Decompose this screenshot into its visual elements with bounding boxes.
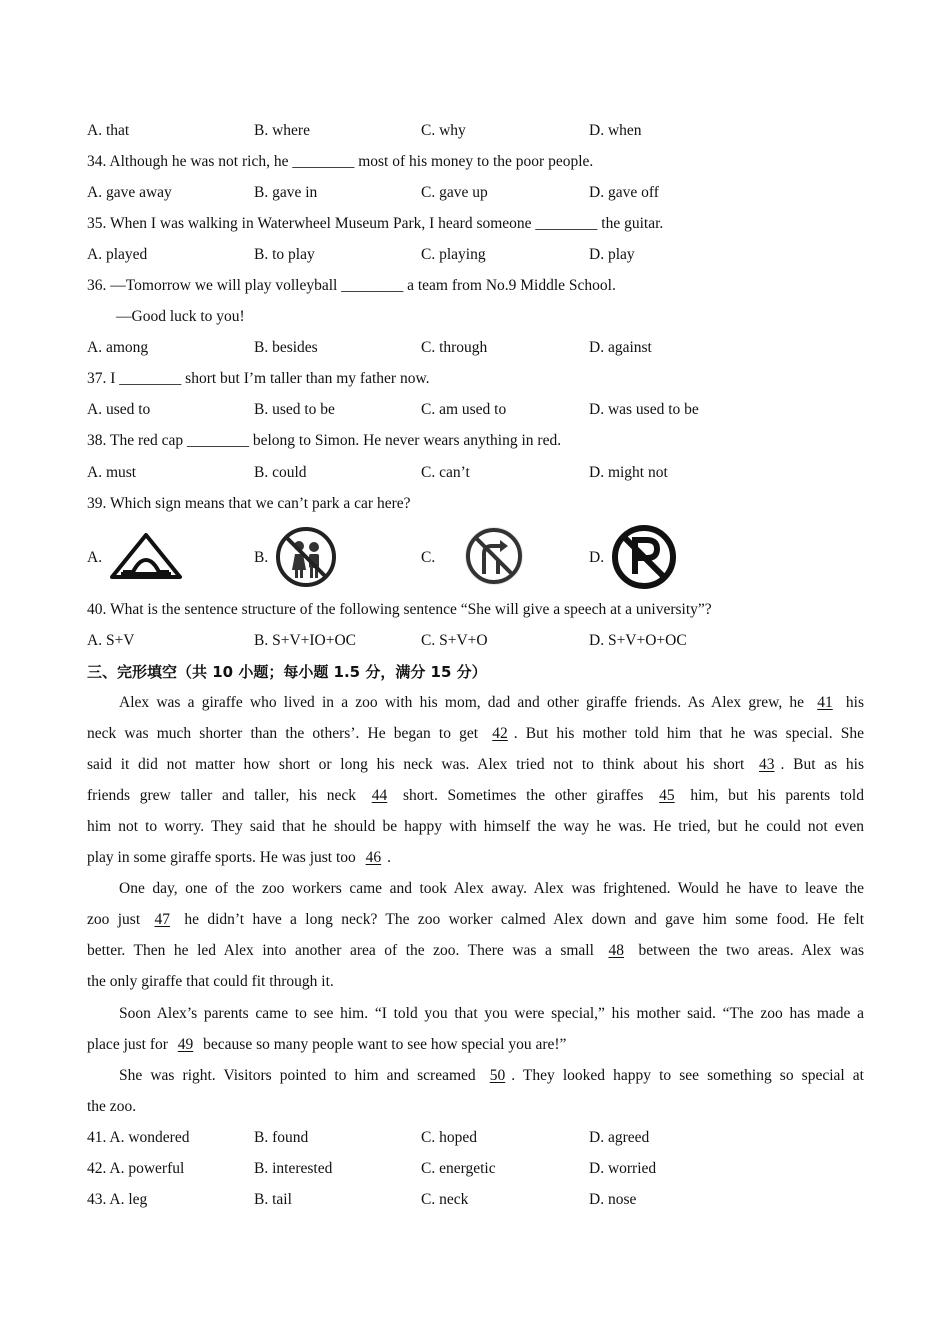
option-a: A. used to bbox=[87, 401, 151, 418]
option-a: A. played bbox=[87, 246, 148, 263]
q37-options bbox=[87, 400, 864, 420]
passage-line: Alex was a giraffe who lived in a zoo with his mom, dad and other giraffe friends. As Alex grew, he 41 his bbox=[119, 694, 865, 711]
no-parking-sign-icon bbox=[611, 524, 677, 590]
option-d: D. bbox=[589, 549, 605, 566]
q36-reply: —Good luck to you! bbox=[116, 308, 245, 325]
q40-options bbox=[87, 631, 864, 651]
blank-50: 50 bbox=[489, 1067, 506, 1084]
q38-options bbox=[87, 463, 864, 483]
q34-options bbox=[87, 183, 864, 203]
option-a: A. that bbox=[87, 122, 130, 139]
option-a: A. gave away bbox=[87, 184, 172, 201]
option-c: C. through bbox=[421, 339, 488, 356]
section-heading: 三、完形填空（共 10 小题；每小题 1.5 分，满分 15 分） bbox=[87, 663, 487, 681]
q34-stem: 34. Although he was not rich, he ________ most of his money to the poor people. bbox=[87, 153, 594, 170]
option-b: B. tail bbox=[254, 1191, 292, 1208]
option-d: D. play bbox=[589, 246, 635, 263]
option-c: C. can’t bbox=[421, 464, 470, 481]
blank-45: 45 bbox=[659, 787, 675, 804]
option-b: B. used to be bbox=[254, 401, 335, 418]
option-d: D. gave off bbox=[589, 184, 659, 201]
option-d: D. might not bbox=[589, 464, 668, 481]
passage-line: One day, one of the zoo workers came and took Alex away. Alex was frightened. Would he have to leave the bbox=[119, 880, 864, 897]
option-d: D. when bbox=[589, 122, 642, 139]
blank-47: 47 bbox=[154, 911, 170, 928]
option-c: C. why bbox=[421, 122, 466, 139]
q37-stem: 37. I ________ short but I’m taller than my father now. bbox=[87, 370, 430, 387]
passage-line: zoo just 47 he didn’t have a long neck? The zoo worker calmed Alex down and gave him some food. He felt bbox=[87, 911, 865, 928]
q41-options bbox=[87, 1128, 864, 1148]
passage-line: said it did not matter how short or long his neck was. Alex tried not to think about his short 43 . But as his bbox=[87, 756, 865, 773]
option-b: B. besides bbox=[254, 339, 318, 356]
q40-stem: 40. What is the sentence structure of the following sentence “She will give a speech at a university”? bbox=[87, 601, 712, 618]
option-c: C. playing bbox=[421, 246, 486, 263]
option-c: C. bbox=[421, 549, 436, 566]
option-b: B. found bbox=[254, 1129, 309, 1146]
q35-options bbox=[87, 245, 864, 265]
blank-41: 41 bbox=[817, 694, 833, 711]
q43-options bbox=[87, 1190, 864, 1210]
option-d: D. S+V+O+OC bbox=[589, 632, 687, 649]
option-c: C. energetic bbox=[421, 1160, 496, 1177]
option-b: B. gave in bbox=[254, 184, 318, 201]
bump-warning-sign-icon bbox=[109, 532, 183, 580]
passage-line: She was right. Visitors pointed to him and screamed 50 . They looked happy to see something so special at bbox=[119, 1067, 864, 1084]
q39-stem: 39. Which sign means that we can’t park a car here? bbox=[87, 495, 411, 512]
passage-line: place just for 49 because so many people want to see how special you are!” bbox=[87, 1036, 567, 1053]
option-b: B. where bbox=[254, 122, 310, 139]
option-c: C. am used to bbox=[421, 401, 507, 418]
option-c: C. gave up bbox=[421, 184, 488, 201]
option-a: 41. A. wondered bbox=[87, 1129, 190, 1146]
blank-49: 49 bbox=[177, 1036, 194, 1053]
passage-line: play in some giraffe sports. He was just too 46 . bbox=[87, 849, 392, 866]
option-c: C. S+V+O bbox=[421, 632, 488, 649]
passage-line: the only giraffe that could fit through it. bbox=[87, 973, 334, 990]
passage-line: Soon Alex’s parents came to see him. “I told you that you were special,” his mother said. “The zoo has made a bbox=[119, 1005, 864, 1022]
q36-stem: 36. —Tomorrow we will play volleyball ________ a team from No.9 Middle School. bbox=[87, 277, 616, 294]
passage-line: friends grew taller and taller, his neck 44 short. Sometimes the other giraffes 45 him, but his parents told bbox=[87, 787, 864, 804]
q36-options bbox=[87, 338, 864, 358]
passage-line: neck was much shorter than the others’. He began to get 42 . But his mother told him that he was special. She bbox=[87, 725, 864, 742]
blank-43: 43 bbox=[759, 756, 775, 773]
option-d: D. nose bbox=[589, 1191, 637, 1208]
option-a: A. bbox=[87, 549, 103, 566]
option-d: D. was used to be bbox=[589, 401, 699, 418]
option-c: C. hoped bbox=[421, 1129, 477, 1146]
option-b: B. could bbox=[254, 464, 307, 481]
option-b: B. bbox=[254, 549, 269, 566]
option-a: A. must bbox=[87, 464, 137, 481]
blank-46: 46 bbox=[365, 849, 382, 866]
blank-48: 48 bbox=[608, 942, 624, 959]
option-a: 42. A. powerful bbox=[87, 1160, 185, 1177]
q35-stem: 35. When I was walking in Waterwheel Museum Park, I heard someone ________ the guitar. bbox=[87, 215, 664, 232]
q42-options bbox=[87, 1159, 864, 1179]
option-d: D. against bbox=[589, 339, 652, 356]
option-b: B. S+V+IO+OC bbox=[254, 632, 357, 649]
no-overtaking-sign-icon bbox=[460, 524, 528, 588]
q33-options bbox=[87, 121, 864, 141]
option-b: B. interested bbox=[254, 1160, 333, 1177]
passage-line: him not to worry. They said that he should be happy with himself the way he was. He tried, but he could not even bbox=[87, 818, 864, 835]
option-d: D. agreed bbox=[589, 1129, 650, 1146]
passage-line: better. Then he led Alex into another area of the zoo. There was a small 48 between the two areas. Alex was bbox=[87, 942, 865, 959]
q38-stem: 38. The red cap ________ belong to Simon. He never wears anything in red. bbox=[87, 432, 562, 449]
option-c: C. neck bbox=[421, 1191, 469, 1208]
option-d: D. worried bbox=[589, 1160, 657, 1177]
option-b: B. to play bbox=[254, 246, 315, 263]
passage-line: the zoo. bbox=[87, 1098, 137, 1115]
blank-44: 44 bbox=[371, 787, 388, 804]
option-a: A. among bbox=[87, 339, 149, 356]
no-children-sign-icon bbox=[275, 526, 337, 588]
option-a: A. S+V bbox=[87, 632, 135, 649]
option-a: 43. A. leg bbox=[87, 1191, 148, 1208]
blank-42: 42 bbox=[492, 725, 508, 742]
